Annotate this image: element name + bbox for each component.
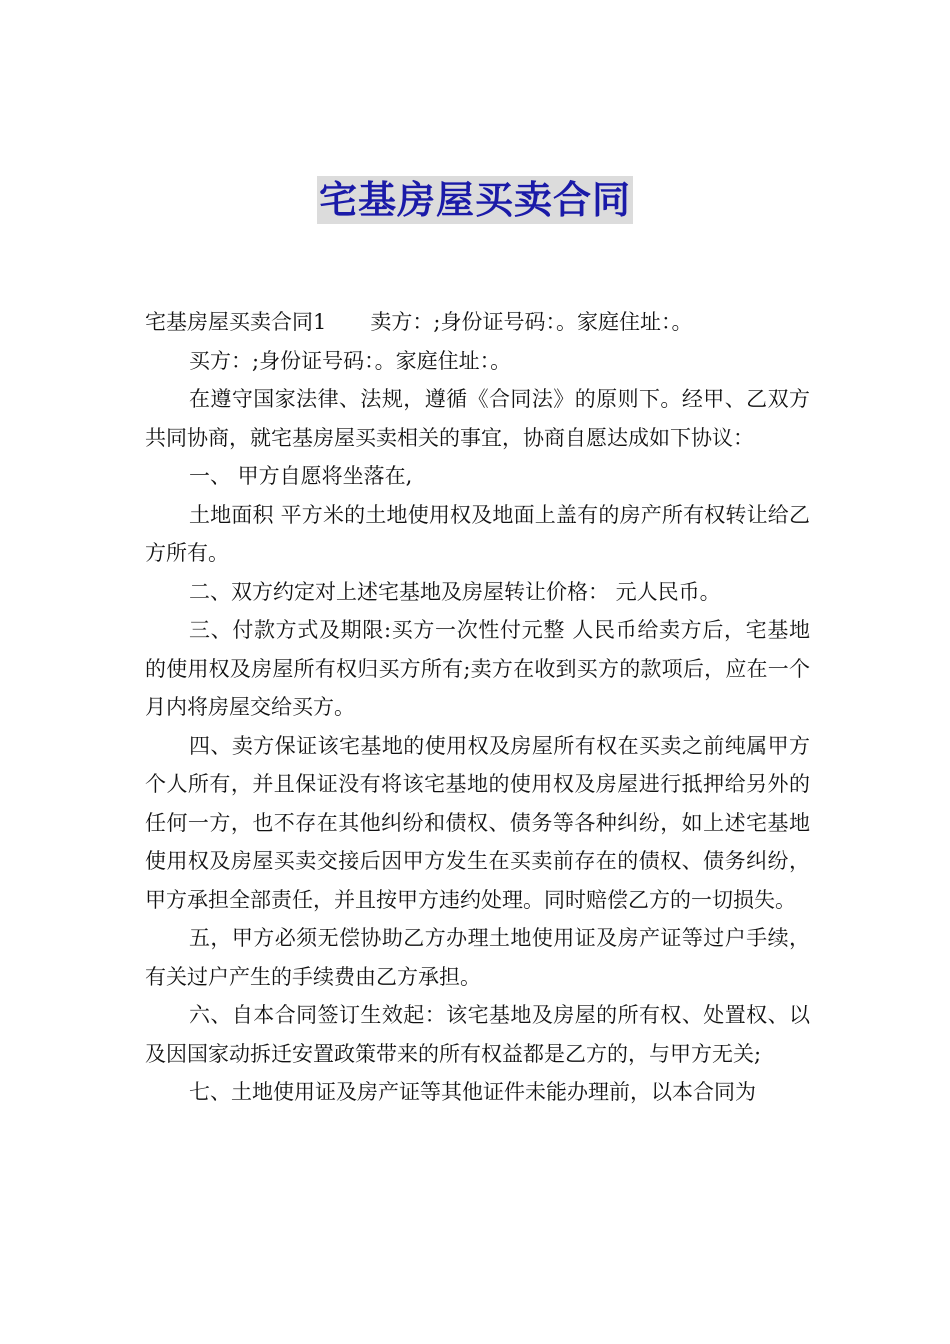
document-title: 宅基房屋买卖合同 [318, 178, 631, 222]
paragraph-clause-7: 七、土地使用证及房产证等其他证件未能办理前，以本合同为 [189, 1080, 756, 1104]
header-line [145, 303, 810, 342]
title-container [0, 176, 950, 224]
paragraph-clause-2: 二、双方约定对上述宅基地及房屋转让价格： 元人民币。 [189, 579, 721, 604]
paragraph-clause-5: 五，甲方必须无偿协助乙方办理土地使用证及房产证等过户手续，有关过户产生的手续费由乙方承担。 [145, 926, 810, 989]
paragraph-clause-3: 三、付款方式及期限:买方一次性付元整 人民币给卖方后，宅基地的使用权及房屋所有权归买方所有;卖方在收到买方的款项后，应在一个月内将房屋交给买方。 [145, 618, 810, 719]
paragraph-clause-1: 一、 甲方自愿将坐落在, [189, 464, 413, 488]
document-body [145, 303, 810, 1112]
paragraph-clause-6: 六、自本合同签订生效起：该宅基地及房屋的所有权、处置权、以及因国家动拆迁安置政策带来的所有权益都是乙方的，与甲方无关; [145, 1003, 810, 1066]
paragraph-preamble: 在遵守国家法律、法规，遵循《合同法》的原则下。经甲、乙双方共同协商，就宅基房屋买卖相关的事宜，协商自愿达成如下协议： [145, 387, 810, 450]
paragraph-buyer: 买方：;身份证号码：。家庭住址：。 [189, 348, 512, 373]
paragraph-clause-1-cont: 土地面积 平方米的土地使用权及地面上盖有的房产所有权转让给乙方所有。 [145, 502, 810, 565]
paragraph-clause-4: 四、卖方保证该宅基地的使用权及房屋所有权在买卖之前纯属甲方个人所有，并且保证没有将该宅基地的使用权及房屋进行抵押给另外的任何一方，也不存在其他纠纷和债权、债务等各种纠纷，如上述宅基地使用权及房屋买卖交接后因甲方发生在买卖前存在的债权、债务纠纷，甲方承担全部责任，并且按甲方违约处理。同时赔偿乙方的一切损失。 [145, 733, 810, 912]
contract-label: 宅基房屋买卖合同1 [145, 310, 327, 334]
seller-info: 卖方：;身份证号码：。家庭住址：。 [370, 310, 693, 334]
